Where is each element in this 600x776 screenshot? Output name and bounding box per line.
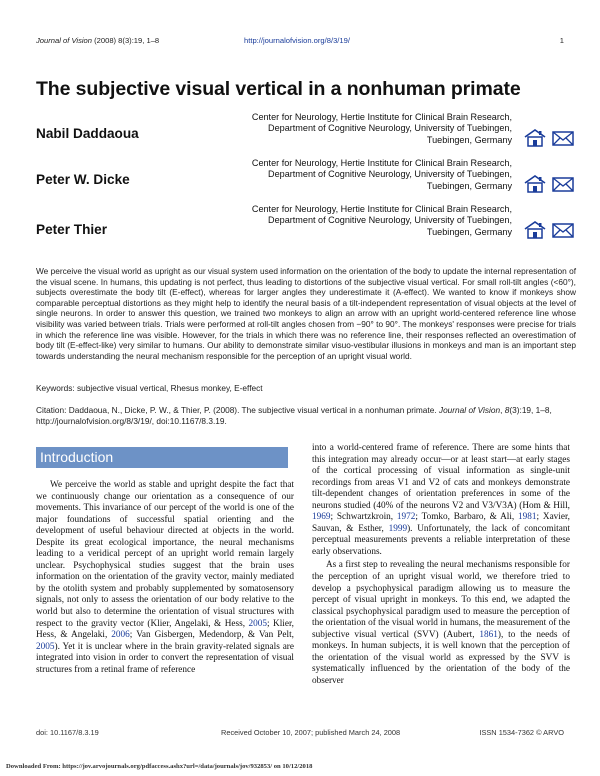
footer-received: Received October 10, 2007; published March 24, 2008	[221, 728, 401, 737]
citation-volume: 8	[504, 405, 510, 415]
keywords: Keywords: subjective visual vertical, Rhesus monkey, E-effect	[36, 383, 263, 393]
body-paragraph	[312, 560, 570, 687]
affiliation-line: Department of Cognitive Neurology, University of Tuebingen,	[268, 169, 512, 180]
affiliation-line: Tuebingen, Germany	[426, 226, 512, 237]
reference-link[interactable]: 1999	[388, 523, 408, 534]
home-icon[interactable]	[524, 129, 546, 147]
body-text: As a first step to revealing the neural mechanisms responsible for the perception of an upright visual world, we therefore tried to develop a psychophysical paradigm allowing us to measure the percept of visual upright in monkeys. To this end, we adapted the classical psychophysical paradigm used to measure the perception of the orientation of the visual world in humans, the measurement of the subjective visual vertical (SVV) (Aubert,	[312, 560, 570, 640]
body-paragraph	[36, 480, 294, 676]
author-affiliation	[182, 204, 512, 238]
page-number: 1	[559, 36, 564, 45]
body-text: ; Tomko, Barbaro, & Ali,	[415, 512, 519, 523]
citation: Citation: Daddaoua, N., Dicke, P. W., & Thier, P. (2008). The subjective visual vertical in a nonhuman primate. Journal of Vision, 8(3):19, 1–8, http://journalofvision.org/8/3/19/, doi:10.1167/8.3.19.	[36, 405, 552, 426]
reference-link[interactable]: 2005	[36, 641, 55, 652]
mail-icon[interactable]	[552, 131, 574, 146]
body-paragraph	[312, 443, 570, 558]
body-text: ; Klier, Hess, & Angelaki,	[36, 618, 294, 641]
section-heading-bar	[36, 447, 288, 468]
home-icon[interactable]	[524, 175, 546, 193]
body-text: into a world-centered frame of reference. There are some hints that this integration may already occur—or at least start—at early stages of the cortical processing of visual information as single-unit recordings from areas V1 and V2 of cats and monkeys demonstrate tilt-dependent changes of orientation preferences in some of the neurons studied (40% of the neurons V2 and V3/V3A) (Hom & Hill,	[312, 443, 570, 511]
affiliation-line: Department of Cognitive Neurology, University of Tuebingen,	[268, 215, 512, 226]
reference-link[interactable]: 2006	[111, 630, 130, 641]
author-name[interactable]: Peter W. Dicke	[36, 172, 130, 187]
journal-volume-info: (2008) 8(3):19, 1–8	[92, 36, 160, 45]
running-header	[36, 36, 564, 48]
abstract: We perceive the visual world as upright as our visual system used information on the orientation of the body to update the internal representation of the visual scene. In humans, this updating is not perfect, thus leading to distortions of the subjective visual vertical. For small roll-tilt angles (<60°), subjects overestimate the body tilt (E-effect), whereas for larger angles they underestimate it (A-effect). We wanted to know if monkeys show comparable perceptual distortions as they might help to identify the neural basis of a tilt-independent representation of visual objects at the level of single neurons. In order to answer this question, we trained two monkeys to align an arrow with an upright world-centered reference line whose visibility was varied between trials. Trials were performed at roll-tilt angles chosen from −90° to 90°. The monkeys' responses were precise for trials in which the reference line was visible. However, for the trials in which there was no reference line, their responses reflected an overestimation of body tilt (E-effect-like) very similar to humans. Our ability to demonstrate similar visuo-vestibular illusions in monkeys and man is an important step towards understanding the neural mechanism responsible for the perception of an upright visual world.	[36, 266, 576, 361]
body-text: ). Yet it is unclear where in the brain gravity-related signals are integrated into vision in order to convert the representation of visual structures from a retinal frame of reference	[36, 641, 294, 675]
affiliation-line: Center for Neurology, Hertie Institute for Clinical Brain Research,	[251, 158, 512, 168]
page-footer	[36, 728, 564, 740]
author-contact-icons	[524, 221, 576, 239]
body-text: ; Xavier, Sauvan, & Esther,	[312, 512, 570, 534]
author-block-2	[36, 158, 576, 208]
reference-link[interactable]: 1981	[518, 512, 537, 523]
body-text: ). Unfortunately, the lack of concomitant perceptual measurements prevents a reliable interpretation of these early observations.	[312, 523, 571, 557]
affiliation-line: Tuebingen, Germany	[426, 180, 512, 191]
reference-link[interactable]: 1861	[479, 629, 498, 640]
affiliation-line: Department of Cognitive Neurology, University of Tuebingen,	[268, 123, 512, 134]
author-contact-icons	[524, 175, 576, 193]
citation-journal: Vision	[477, 405, 501, 415]
journal-name: Journal of Vision	[36, 36, 93, 45]
left-column	[36, 480, 294, 676]
citation-tail: (3):19, 1–8, http://journalofvision.org/8/3/19/, doi:10.1167/8.3.19.	[36, 405, 552, 426]
author-affiliation	[182, 158, 512, 192]
body-text: We perceive the world as stable and upright despite the fact that we continuously change our orientation as a consequence of our movements. This invariance of our percept of the world is one of the major foundations of successful spatial orienting and the development of useful behaviour directed at objects in the world. Despite its great ecological importance, the neural mechanisms leading to a veridical percept of an upright world remain largely unclear. Psychophysical studies suggest that the brain uses information on the orientation of the gravity vector, mainly mediated by the otolith system and probably supplemented by somatosensory signals, not only to assess the orientation of our body relative to the world but also to determine the orientation of visual structures with respect to the gravity vector (Klier, Angelaki, & Hess,	[36, 480, 294, 629]
footer-doi: doi: 10.1167/8.3.19	[36, 728, 99, 737]
article-title: The subjective visual vertical in a nonhuman primate	[36, 78, 521, 100]
right-column	[312, 443, 570, 687]
author-name[interactable]: Peter Thier	[36, 222, 108, 237]
section-heading: Introduction	[40, 449, 114, 465]
reference-link[interactable]: 1969	[312, 512, 331, 523]
citation-lead: Citation: Daddaoua, N., Dicke, P. W., & Thier, P. (2008). The subjective visual vertical in a nonhuman primate.	[36, 405, 439, 415]
author-block-3	[36, 204, 576, 254]
author-contact-icons	[524, 129, 576, 147]
body-text: ), to the needs of monkeys. In human subjects, it is well known that the perception of the orientation of the visual world as expressed by the SVV is systematically influenced by the orientation of the body of the observer	[312, 629, 570, 686]
affiliation-line: Center for Neurology, Hertie Institute for Clinical Brain Research,	[251, 204, 512, 214]
reference-link[interactable]: 2005	[248, 618, 267, 629]
author-block-1	[36, 112, 576, 162]
article-url-link[interactable]: http://journalofvision.org/8/3/19/	[244, 36, 350, 45]
author-affiliation	[182, 112, 512, 146]
download-stamp: Downloaded From: https://jov.arvojournals.org/pdfaccess.ashx?url=/data/journals/jov/932853/ on 10/12/2018	[6, 763, 313, 770]
reference-link[interactable]: 1972	[396, 512, 416, 523]
journal-citation	[36, 36, 159, 45]
mail-icon[interactable]	[552, 223, 574, 238]
home-icon[interactable]	[524, 221, 546, 239]
citation-journal: Journal of	[438, 405, 476, 415]
author-name[interactable]: Nabil Daddaoua	[36, 126, 139, 141]
body-text: ; Van Gisbergen, Medendorp, & Van Pelt,	[129, 630, 294, 641]
body-text: ; Schwartzkroin,	[330, 512, 397, 523]
affiliation-line: Center for Neurology, Hertie Institute for Clinical Brain Research,	[251, 112, 512, 122]
mail-icon[interactable]	[552, 177, 574, 192]
footer-issn: ISSN 1534-7362 © ARVO	[479, 728, 564, 737]
affiliation-line: Tuebingen, Germany	[426, 134, 512, 145]
